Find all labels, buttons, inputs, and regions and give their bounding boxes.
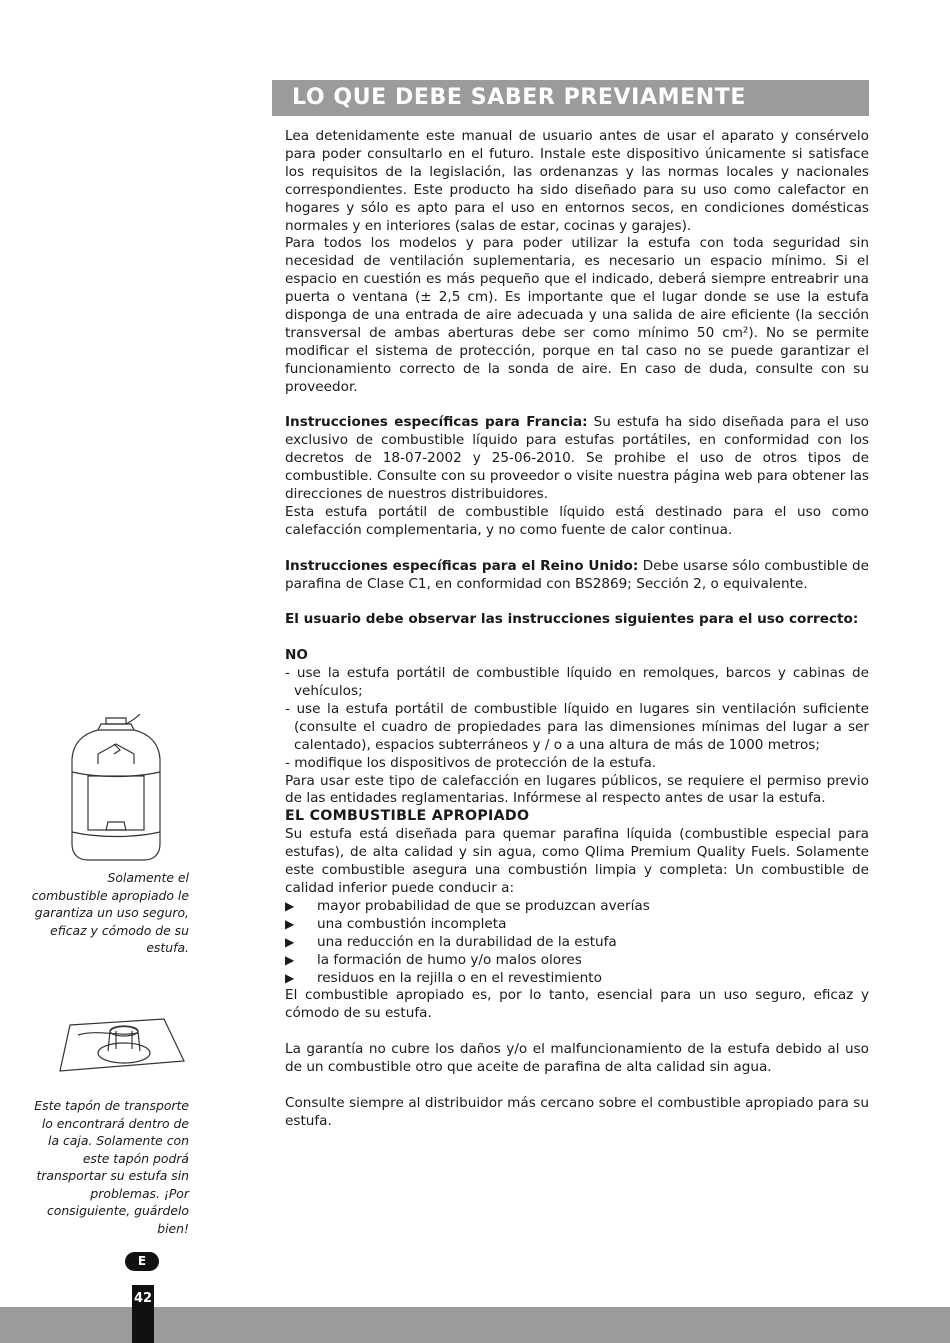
public-use-text: Para usar este tipo de calefacción en lugares públicos, se requiere el permiso previo de las entidades reglamentarias. Infórmese al respecto antes de usar la estufa. <box>285 772 869 807</box>
fuel-bullet: ▶ residuos en la rejilla o en el revestimiento <box>285 969 602 986</box>
fuel-bullet: ▶ la formación de humo y/o malos olores <box>285 951 582 968</box>
bullet-arrow-icon: ▶ <box>285 916 295 931</box>
fuel-bullet: ▶ una reducción en la durabilidad de la estufa <box>285 933 617 950</box>
no-item: - use la estufa portátil de combustible líquido en remolques, barcos y cabinas de vehículos; <box>285 665 869 700</box>
fuel-bullet: ▶ una combustión incompleta <box>285 915 507 932</box>
france-instructions <box>285 414 869 504</box>
france-label: Instrucciones específicas para Francia: <box>285 414 588 431</box>
fuel-can-caption: Solamente el combustible apropiado le garantiza un uso seguro, eficaz y cómodo de su estufa. <box>31 870 189 955</box>
main-content <box>285 128 869 1131</box>
france-text-2: Esta estufa portátil de combustible líquido está destinado para el uso como calefacción complementaria, y no como fuente de calor continua. <box>285 504 869 538</box>
fuel-intro: Su estufa está diseñada para quemar parafina líquida (combustible especial para estufas), de alta calidad y sin agua, como Qlima Premium Quality Fuels. Solamente este combustible asegura una combustión limpia y completa: Un combustible de calidad inferior puede conducir a: <box>285 826 869 896</box>
bullet-arrow-icon: ▶ <box>285 952 295 967</box>
no-item: - use la estufa portátil de combustible líquido en lugares sin ventilación suficiente (consulte el cuadro de propiedades para las dimensiones mínimas del lugar a ser calentado), espacios subterráneos y / o a una altura de más de 1000 metros; <box>285 700 869 753</box>
fuel-section-heading: EL COMBUSTIBLE APROPIADO <box>285 808 530 825</box>
intro-paragraph-1: Lea detenidamente este manual de usuario antes de usar el aparato y consérvelo para poder consultarlo en el futuro. Instale este dispositivo únicamente si satisface los requisitos de la legislación, las ordenanzas y las normas locales y nacionales correspondientes. Este producto ha sido diseñado para su uso como calefactor en hogares y sólo es apto para el uso en entornos secos, en condiciones domésticas normales y en interiores (salas de estar, cocinas y garajes). <box>285 128 869 234</box>
no-heading: NO <box>285 647 308 664</box>
bullet-arrow-icon: ▶ <box>285 934 295 949</box>
fuel-bullet: ▶ mayor probabilidad de que se produzcan averías <box>285 897 650 914</box>
intro-paragraph-2: Para todos los modelos y para poder utilizar la estufa con toda seguridad sin necesidad de ventilación suplementaria, es necesario un espacio mínimo. Si el espacio en cuestión es más pequeño que el indicado, deberá siempre entreabrir una puerta o ventana (± 2,5 cm). Es importante que el lugar donde se use la estufa disponga de una entrada de aire adecuada y una salida de aire eficiente (la sección transversal de ambas aberturas debe ser como mínimo 50 cm²). No se permite modificar el sistema de protección, porque en tal caso no se puede garantizar el funcionamiento correcto de la sonda de aire. En caso de duda, consulte con su proveedor. <box>285 235 869 395</box>
bullet-arrow-icon: ▶ <box>285 970 295 985</box>
uk-instructions <box>285 558 869 594</box>
transport-cap-icon <box>58 1015 188 1075</box>
uk-label: Instrucciones específicas para el Reino Unido: <box>285 557 639 574</box>
france-text: Su estufa ha sido diseñada para el uso exclusivo de combustible líquido para estufas portátiles, en conformidad con los decretos de 18-07-2002 y 25-06-2010. Se prohibe el uso de otros tipos de combustible. Consulte con su proveedor o visite nuestra página web para obtener las direcciones de nuestros distribuidores. <box>285 414 870 503</box>
fuel-conclusion: El combustible apropiado es, por lo tanto, esencial para un uso seguro, eficaz y cómodo de su estufa. <box>285 987 869 1022</box>
bullet-arrow-icon: ▶ <box>285 898 295 913</box>
no-item: - modifique los dispositivos de protección de la estufa. <box>285 754 657 771</box>
language-badge: E <box>125 1252 159 1271</box>
uk-text: Debe usarse sólo combustible de parafina de Clase C1, en conformidad con BS2869; Sección 2, o equivalente. <box>285 557 869 592</box>
page-title: LO QUE DEBE SABER PREVIAMENTE <box>272 80 869 116</box>
transport-cap-caption: Este tapón de transporte lo encontrará dentro de la caja. Solamente con este tapón podrá transportar su estufa sin problemas. ¡Por consiguiente, guárdelo bien! <box>34 1098 189 1236</box>
warranty-text: La garantía no cubre los daños y/o el malfuncionamiento de la estufa debido al uso de un combustible otro que aceite de parafina de alta calidad sin agua. <box>285 1041 869 1076</box>
fuel-can-icon <box>68 714 164 864</box>
observe-heading: El usuario debe observar las instrucciones siguientes para el uso correcto: <box>285 611 859 628</box>
consult-text: Consulte siempre al distribuidor más cercano sobre el combustible apropiado para su estufa. <box>285 1094 869 1129</box>
page-number: 42 <box>132 1285 154 1343</box>
